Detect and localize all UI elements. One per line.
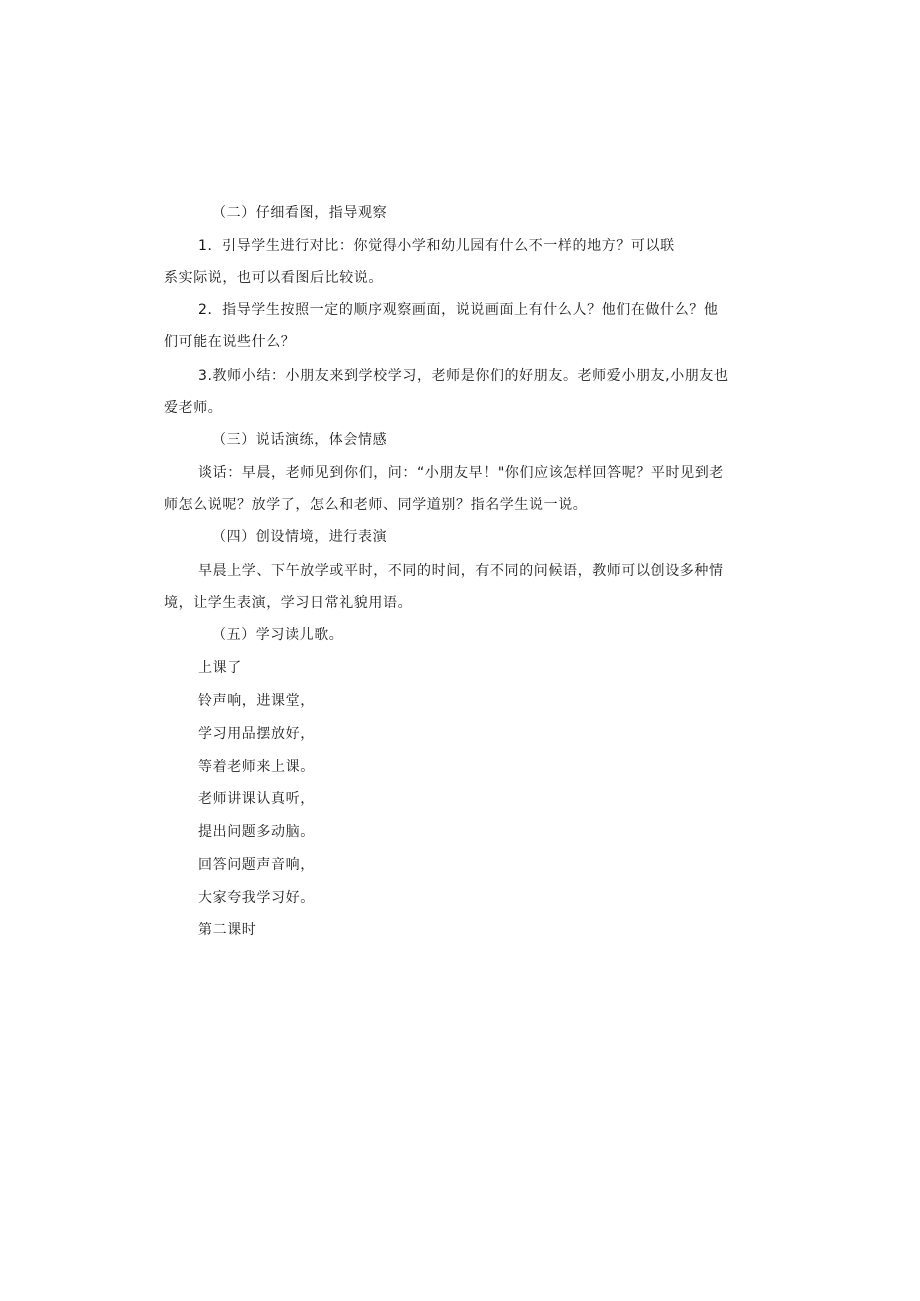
poem-line: 老师讲课认真听， — [198, 791, 315, 807]
poem-line: 回答问题声音响， — [198, 857, 315, 873]
poem-line: 铃声响，进课堂， — [198, 693, 315, 709]
section-2-item-3-line-2: 爱老师。 — [164, 400, 223, 416]
section-2-item-2-line-2: 们可能在说些什么？ — [164, 334, 296, 350]
section-3-para-line-2: 师怎么说呢？放学了，怎么和老师、同学道别？指名学生说一说。 — [164, 497, 588, 513]
section-4-para-line-1: 早晨上学、下午放学或平时，不同的时间，有不同的问候语，教师可以创设多种情 — [198, 563, 724, 579]
poem-line: 提出问题多动脑。 — [198, 824, 315, 840]
section-3-heading: （三）说话演练，体会情感 — [212, 432, 388, 448]
section-2-heading: （二）仔细看图，指导观察 — [212, 205, 388, 221]
section-4-heading: （四）创设情境，进行表演 — [212, 529, 388, 545]
poem-title: 上课了 — [198, 660, 242, 676]
section-3-para-line-1: 谈话：早晨，老师见到你们，问：“小朋友早！"你们应该怎样回答呢？平时见到老 — [198, 465, 724, 481]
poem-line: 学习用品摆放好， — [198, 726, 315, 742]
section-2-item-3-line-1: 3.教师小结：小朋友来到学校学习，老师是你们的好朋友。老师爱小朋友,小朋友也 — [198, 368, 729, 384]
section-5-heading: （五）学习读儿歌。 — [212, 627, 344, 643]
section-4-para-line-2: 境，让学生表演，学习日常礼貌用语。 — [164, 595, 413, 611]
section-2-item-1-line-2: 系实际说，也可以看图后比较说。 — [164, 270, 383, 286]
section-2-item-2-line-1: 2．指导学生按照一定的顺序观察画面，说说画面上有什么人？他们在做什么？他 — [198, 302, 719, 318]
poem-line: 大家夸我学习好。 — [198, 890, 315, 906]
section-2-item-1-line-1: 1．引导学生进行对比：你觉得小学和幼儿园有什么不一样的地方？可以联 — [198, 238, 675, 254]
poem-line: 等着老师来上课。 — [198, 759, 315, 775]
next-lesson-heading: 第二课时 — [198, 922, 257, 938]
